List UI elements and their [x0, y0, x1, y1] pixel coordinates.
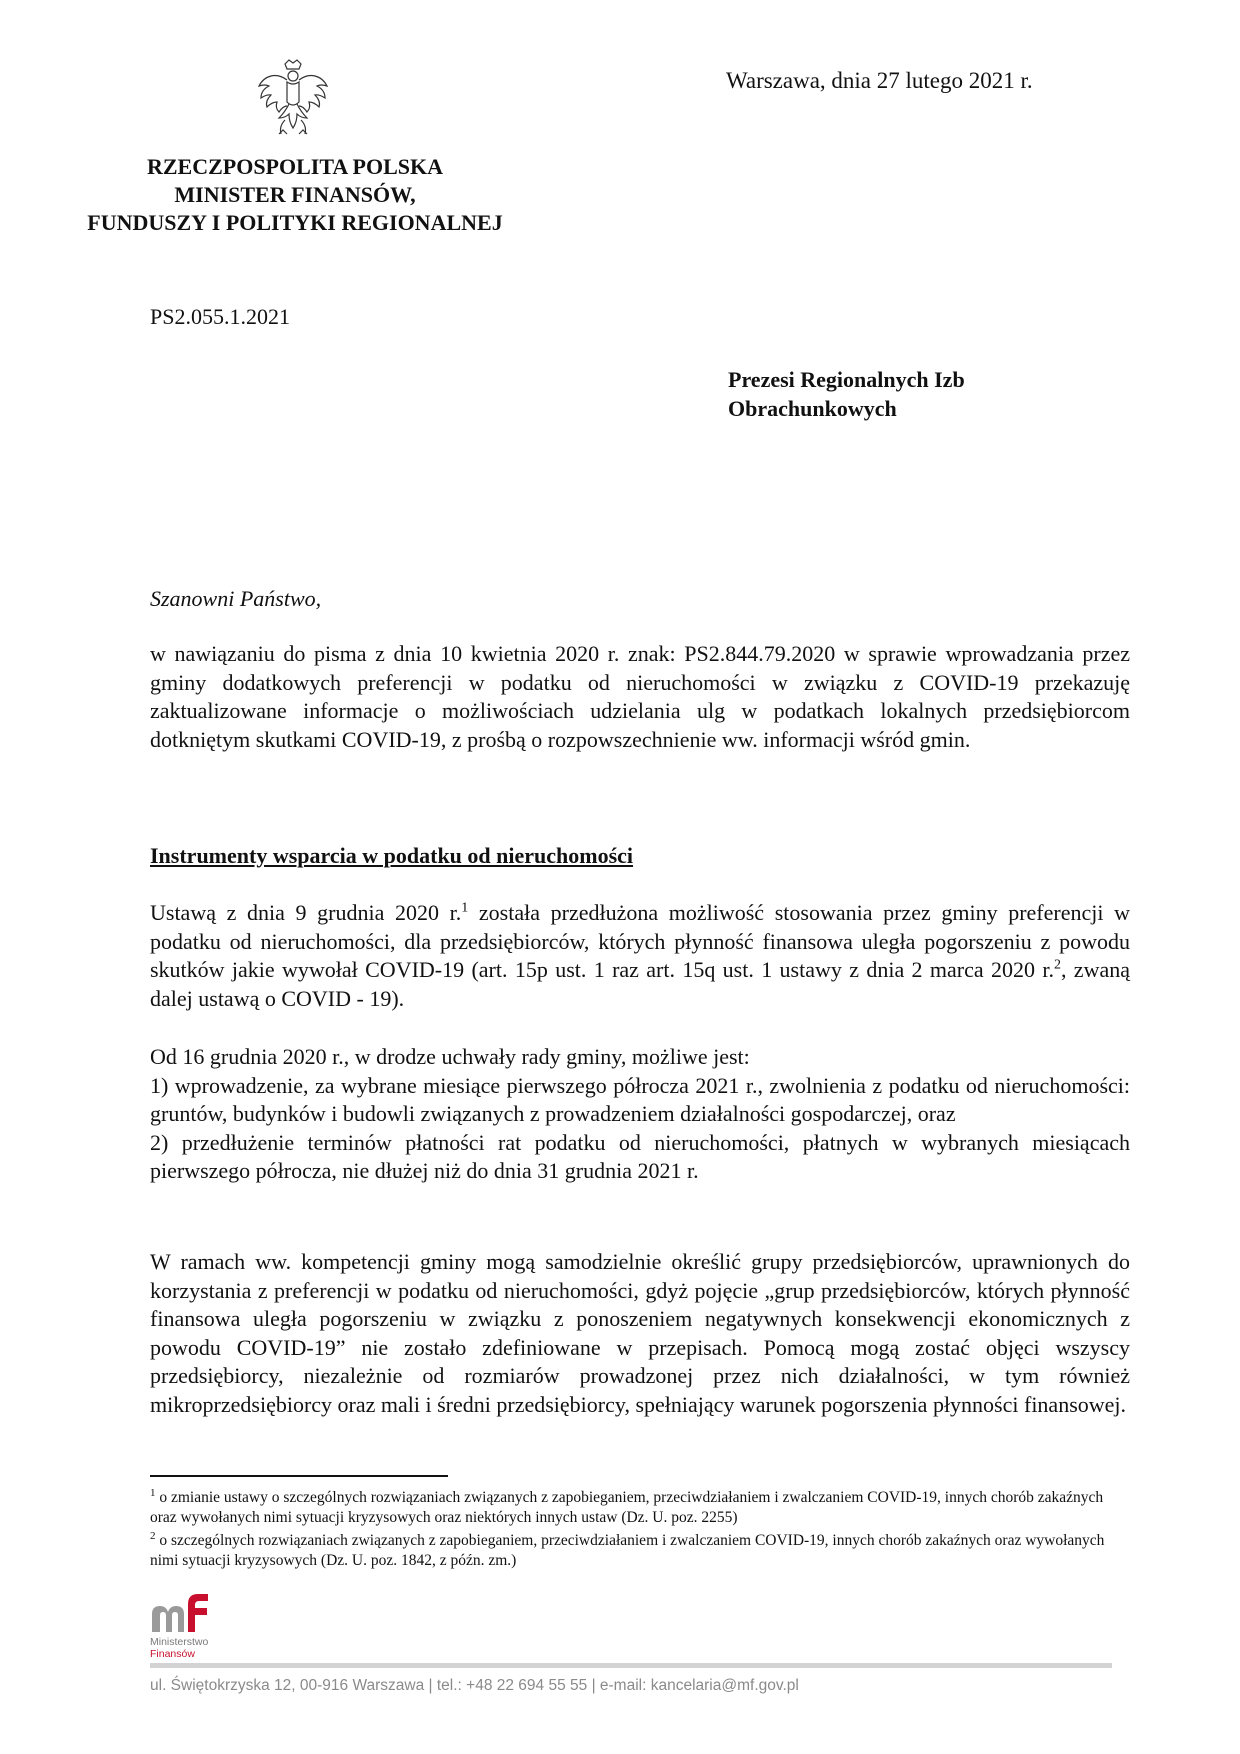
issuer-header — [45, 153, 545, 237]
logo-line-1: Ministerstwo — [150, 1636, 209, 1648]
issuer-line-1: RZECZPOSPOLITA POLSKA — [146, 154, 444, 179]
footnote-1-text: o zmianie ustawy o szczególnych rozwiązaniach związanych z zapobieganiem, przeciwdziałaniem i zwalczaniem COVID-19, innych chorób zakaźnych oraz wywołanych nimi sytuacji kryzysowych oraz niektórych innych ustaw (Dz. U. poz. 2255) — [150, 1489, 1104, 1526]
footnote-ref-2: 2 — [1053, 957, 1061, 973]
footnote-1-number: 1 — [150, 1486, 156, 1499]
footnote-2-number: 2 — [150, 1529, 156, 1542]
letter-date: Warszawa, dnia 27 lutego 2021 r. — [726, 68, 1033, 93]
footnote-1 — [150, 1488, 1130, 1528]
p2-text-b: została przedłużona możliwość stosowania przez gminy preferencji w podatku od nieruchomości, dla przedsiębiorców, których płynność finansowa uległa pogorszeniu z powodu skutków jakie wywołał COVID-19 (art. 15p ust. 1 raz art. 15q ust. 1 ustawy z dnia 2 marca 2020 r. — [150, 900, 1131, 983]
body-paragraph-1: w nawiązaniu do pisma z dnia 10 kwietnia 2020 r. znak: PS2.844.79.2020 w sprawie wprowadzania przez gminy dodatkowych preferencji w podatku od nieruchomości w związku z COVID-19 przekazuję zaktualizowane informacje o możliwościach udzielania ulg w podatkach lokalnych przedsiębiorcom dotkniętym skutkami COVID-19, z prośbą o rozpowszechnienie ww. informacji wśród gmin. — [150, 641, 1130, 752]
footnote-divider — [150, 1475, 448, 1477]
p3-item-2: 2) przedłużenie terminów płatności rat podatku od nieruchomości, płatnych w wybranych miesiącach pierwszego półrocza, nie dłużej niż do dnia 31 grudnia 2021 r. — [150, 1129, 1130, 1184]
addressee-line-1: Prezesi Regionalnych Izb — [728, 367, 965, 392]
logo-wordmark — [150, 1636, 208, 1660]
p3-intro: Od 16 grudnia 2020 r., w drodze uchwały rady gminy, możliwe jest: — [150, 1044, 750, 1069]
footer-divider — [150, 1663, 1112, 1668]
p3-item-1: 1) wprowadzenie, za wybrane miesiące pierwszego półrocza 2021 r., zwolnienia z podatku od nieruchomości: gruntów, budynków i budowli związanych z prowadzeniem działalności gospodarczej, oraz — [150, 1072, 1130, 1127]
section-heading: Instrumenty wsparcia w podatku od nieruchomości — [150, 843, 634, 868]
issuer-line-3: FUNDUSZY I POLITYKI REGIONALNEJ — [87, 210, 503, 235]
body-paragraph-3 — [150, 1043, 1130, 1186]
footnote-ref-1: 1 — [461, 900, 469, 916]
footer-contact: ul. Świętokrzyska 12, 00-916 Warszawa | tel.: +48 22 694 55 55 | e-mail: kancelaria@mf.gov.pl — [150, 1677, 799, 1694]
polish-eagle-emblem-icon — [255, 58, 331, 140]
p2-text-c: , zwaną dalej ustawą o COVID - 19). — [150, 957, 1130, 1011]
p2-text-a: Ustawą z dnia 9 grudnia 2020 r. — [150, 900, 462, 925]
issuer-line-2: MINISTER FINANSÓW, — [174, 182, 416, 207]
logo-line-2: Finansów — [150, 1648, 195, 1660]
addressee-line-2: Obrachunkowych — [728, 396, 897, 421]
body-paragraph-4: W ramach ww. kompetencji gminy mogą samodzielnie określić grupy przedsiębiorców, uprawnionych do korzystania z preferencji w podatku od nieruchomości, gdyż pojęcie „grup przedsiębiorców, których płynność finansowa uległa pogorszeniu w związku z ponoszeniem negatywnych konsekwencji ekonomicznych z powodu COVID-19” nie zostało zdefiniowane w przepisach. Pomocą mogą zostać objęci wszyscy przedsiębiorcy, niezależnie od rozmiarów prowadzonej przez nich działalności, w tym również mikroprzedsiębiorcy oraz mali i średni przedsiębiorcy, spełniający warunek pogorszenia płynności finansowej. — [150, 1249, 1130, 1417]
reference-number: PS2.055.1.2021 — [150, 304, 290, 329]
body-paragraph-2 — [150, 899, 1130, 1013]
ministerstwo-finansow-logo-icon — [150, 1592, 210, 1634]
salutation: Szanowni Państwo, — [150, 586, 322, 611]
footnote-2 — [150, 1531, 1130, 1571]
addressee — [728, 365, 965, 423]
footnote-2-text: o szczególnych rozwiązaniach związanych z zapobieganiem, przeciwdziałaniem i zwalczaniem COVID-19, innych chorób zakaźnych oraz wywołanych nimi sytuacji kryzysowych (Dz. U. poz. 1842, z późn. zm.) — [150, 1532, 1105, 1569]
